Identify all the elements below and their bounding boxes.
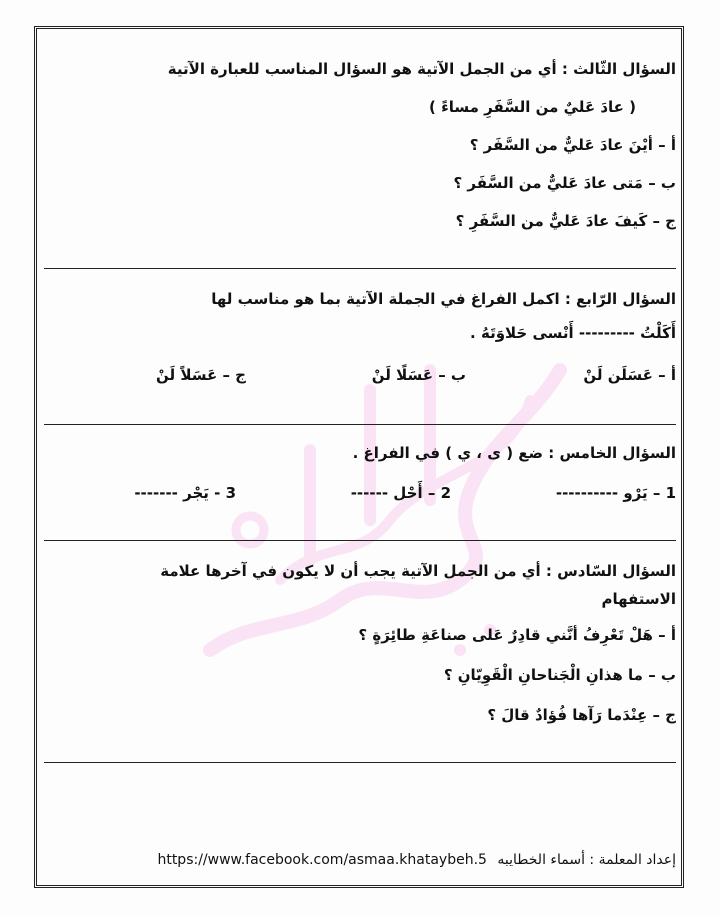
question-3-statement: ( عادَ عَليٌ من السَّفَرِ مساءً ): [429, 98, 636, 116]
question-4: [44, 288, 676, 398]
question-4-option-b: ب – عَسَلًا لَنْ: [371, 366, 466, 384]
question-5-item-3: 3 - يَجْر -------: [134, 484, 236, 502]
question-6: [44, 560, 676, 730]
divider: [44, 268, 676, 269]
question-4-option-a: أ – عَسَلَن لَنْ: [583, 366, 676, 384]
question-4-sentence: أَكَلْتُ --------- أَنْسى حَلاوَتَهُ .: [470, 324, 676, 342]
question-6-option-b: ب – ما هذانِ الْجَناحانِ الْقَوِيّانِ ؟: [443, 666, 676, 684]
question-3-title: السؤال الثّالث : أي من الجمل الآتية هو السؤال المناسب للعبارة الآتية: [167, 60, 676, 78]
footer: [44, 852, 676, 868]
footer-author: إعداد المعلمة : أسماء الخطايبه: [497, 852, 676, 868]
question-4-option-c: ج – عَسَلاً لَنْ: [155, 366, 246, 384]
question-3-option-c: ج – كَيفَ عادَ عَليٌّ من السَّفَرِ ؟: [455, 212, 676, 230]
question-6-title: السؤال السّادس : أي من الجمل الآتية يجب أن لا يكون في آخرها علامة: [160, 562, 676, 580]
divider: [44, 424, 676, 425]
divider: [44, 540, 676, 541]
question-3-option-b: ب – مَتى عادَ عَليٌّ من السَّفَر ؟: [453, 174, 676, 192]
question-6-title-continued: الاستفهام: [601, 590, 676, 608]
question-5-item-1: 1 – يَرْو ----------: [555, 484, 676, 502]
question-4-title: السؤال الرّابع : اكمل الفراغ في الجملة الآتية بما هو مناسب لها: [211, 290, 676, 308]
question-6-option-a: أ – هَلْ تَعْرِفُ أنَّني قادِرٌ عَلى صناعَةِ طائِرَةٍ ؟: [358, 626, 676, 644]
question-3: [44, 58, 676, 258]
question-3-option-a: أ – أيْنَ عادَ عَليٌّ من السَّفَر ؟: [469, 136, 676, 154]
footer-url[interactable]: https://www.facebook.com/asmaa.khataybeh.5: [157, 852, 487, 868]
question-5: [44, 442, 676, 512]
divider: [44, 762, 676, 763]
question-5-title: السؤال الخامس : ضع ( ى ، ي ) في الفراغ .: [352, 444, 676, 462]
question-5-item-2: 2 – أَحْل ------: [350, 484, 451, 502]
question-6-option-c: ج – عِنْدَما رَآها فُؤادٌ قالَ ؟: [487, 706, 676, 724]
